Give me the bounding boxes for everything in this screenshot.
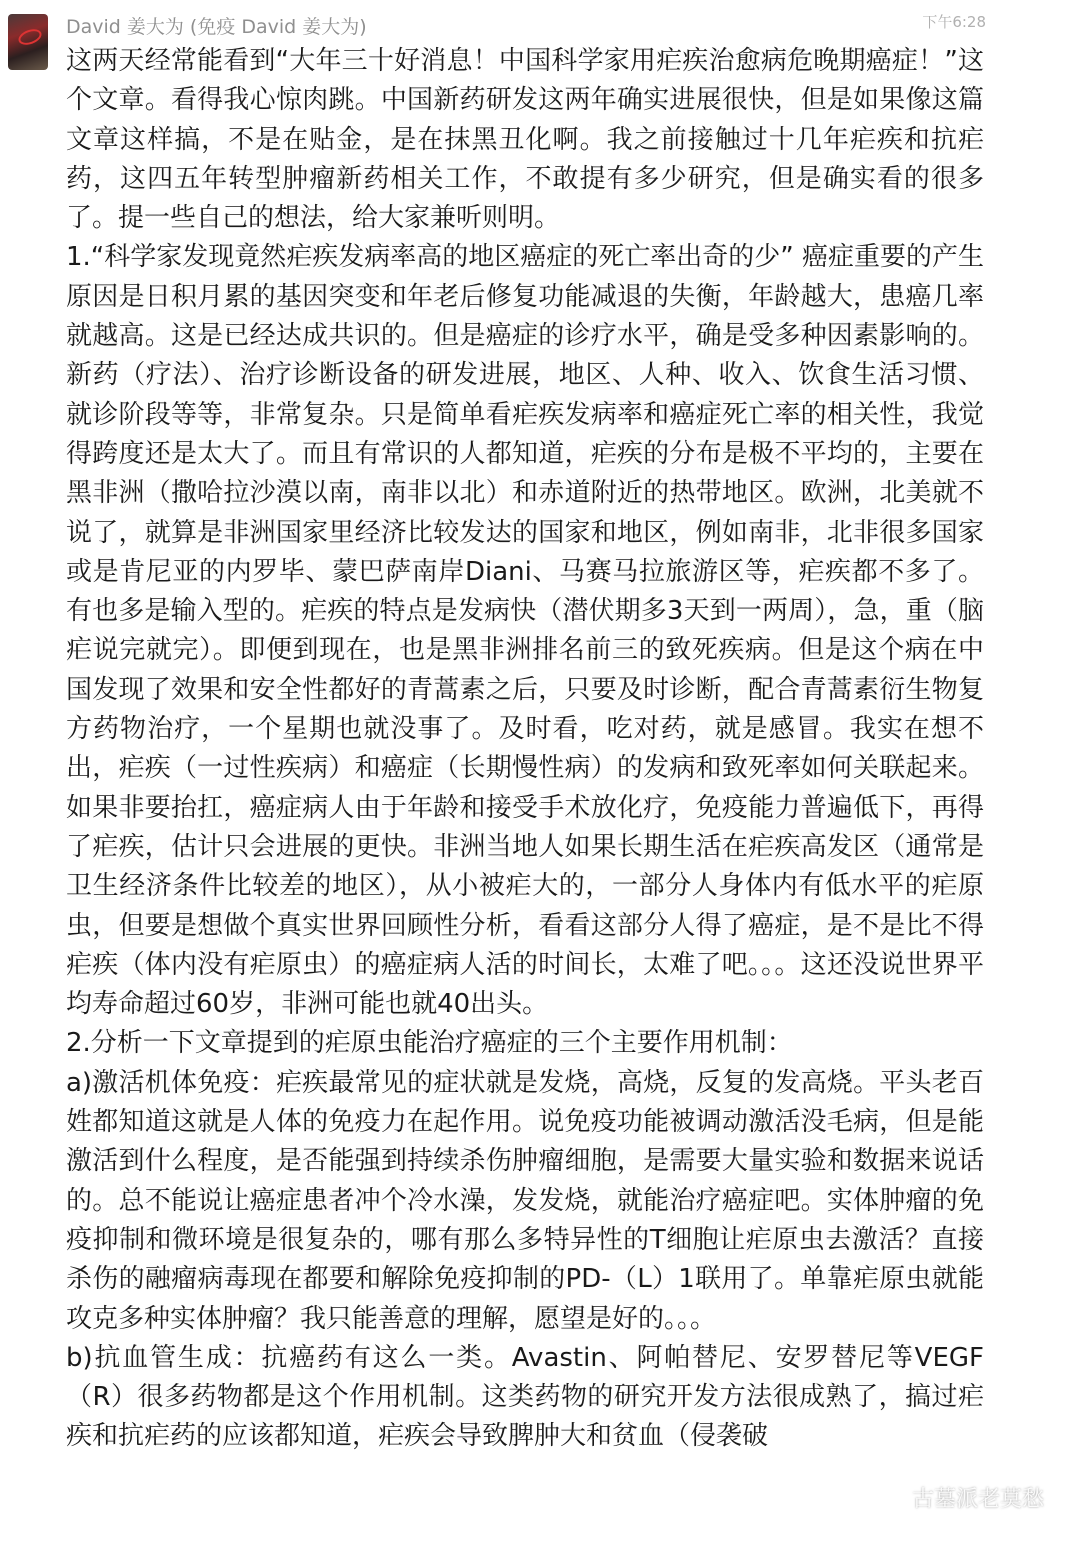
message-paragraph: 2.分析一下文章提到的疟原虫能治疗癌症的三个主要作用机制： xyxy=(66,1028,793,1059)
message-paragraph: b)抗血管生成：抗癌药有这么一类。Avastin、阿帕替尼、安罗替尼等VEGF（R）很多药物都是这个作用机制。这类药物的研究开发方法很成熟了，搞过疟疾和抗疟药的应该都知道，疟疾会导致脾肿大和贫血（侵袭破 xyxy=(66,1342,984,1452)
watermark xyxy=(880,1482,1044,1513)
avatar[interactable] xyxy=(8,14,48,70)
message-paragraph: 这两天经常能看到“大年三十好消息！中国科学家用疟疾治愈病危晚期癌症！”这个文章。看得我心惊肉跳。中国新药研发这两年确实进展很快，但是如果像这篇文章这样搞，不是在贴金，是在抹黑丑化啊。我之前接触过十几年疟疾和抗疟药，这四五年转型肿瘤新药相关工作，不敢提有多少研究，但是确实看的很多了。提一些自己的想法，给大家兼听则明。 xyxy=(66,46,984,234)
watermark-text: 古墓派老莫愁 xyxy=(911,1487,1044,1512)
message-timestamp: 下午6:28 xyxy=(922,13,986,31)
wechat-icon xyxy=(880,1487,906,1509)
message-paragraph: a)激活机体免疫：疟疾最常见的症状就是发烧，高烧，反复的发高烧。平头老百姓都知道这就是人体的免疫力在起作用。说免疫功能被调动激活没毛病，但是能激活到什么程度，是否能强到持续杀伤肿瘤细胞，是需要大量实验和数据来说话的。总不能说让癌症患者冲个冷水澡，发发烧，就能治疗癌症吧。实体肿瘤的免疫抑制和微环境是很复杂的，哪有那么多特异性的T细胞让疟原虫去激活？直接杀伤的融瘤病毒现在都要和解除免疫抑制的PD-（L）1联用了。单靠疟原虫就能攻克多种实体肿瘤？我只能善意的理解，愿望是好的。。。 xyxy=(66,1067,984,1334)
message-paragraph: 1.“科学家发现竟然疟疾发病率高的地区癌症的死亡率出奇的少” 癌症重要的产生原因是日积月累的基因突变和年老后修复功能减退的失衡，年龄越大，患癌几率就越高。这是已经达成共识的。但是癌症的诊疗水平，确是受多种因素影响的。新药（疗法）、治疗诊断设备的研发进展，地区、人种、收入、饮食生活习惯、就诊阶段等等，非常复杂。只是简单看疟疾发病率和癌症死亡率的相关性，我觉得跨度还是太大了。而且有常识的人都知道，疟疾的分布是极不平均的，主要在黑非洲（撒哈拉沙漠以南，南非以北）和赤道附近的热带地区。欧洲，北美就不说了，就算是非洲国家里经济比较发达的国家和地区，例如南非，北非很多国家或是肯尼亚的内罗毕、蒙巴萨南岸Diani、马赛马拉旅游区等，疟疾都不多了。有也多是输入型的。疟疾的特点是发病快（潜伏期多3天到一两周），急，重（脑疟说完就完）。即便到现在，也是黑非洲排名前三的致死疾病。但是这个病在中国发现了效果和安全性都好的青蒿素之后，只要及时诊断，配合青蒿素衍生物复方药物治疗，一个星期也就没事了。及时看，吃对药，就是感冒。我实在想不出，疟疾（一过性疾病）和癌症（长期慢性病）的发病和致死率如何关联起来。如果非要抬扛，癌症病人由于年龄和接受手术放化疗，免疫能力普遍低下，再得了疟疾，估计只会进展的更快。非洲当地人如果长期生活在疟疾高发区（通常是卫生经济条件比较差的地区），从小被疟大的，一部分人身体内有低水平的疟原虫，但要是想做个真实世界回顾性分析，看看这部分人得了癌症，是不是比不得疟疾（体内没有疟原虫）的癌症病人活的时间长，太难了吧。。。这还没说世界平均寿命超过60岁，非洲可能也就40出头。 xyxy=(66,242,985,1020)
message-body xyxy=(66,42,984,1457)
sender-name: David 姜大为 (免疫 David 姜大为) xyxy=(66,16,367,38)
avatar-mark xyxy=(16,26,43,47)
